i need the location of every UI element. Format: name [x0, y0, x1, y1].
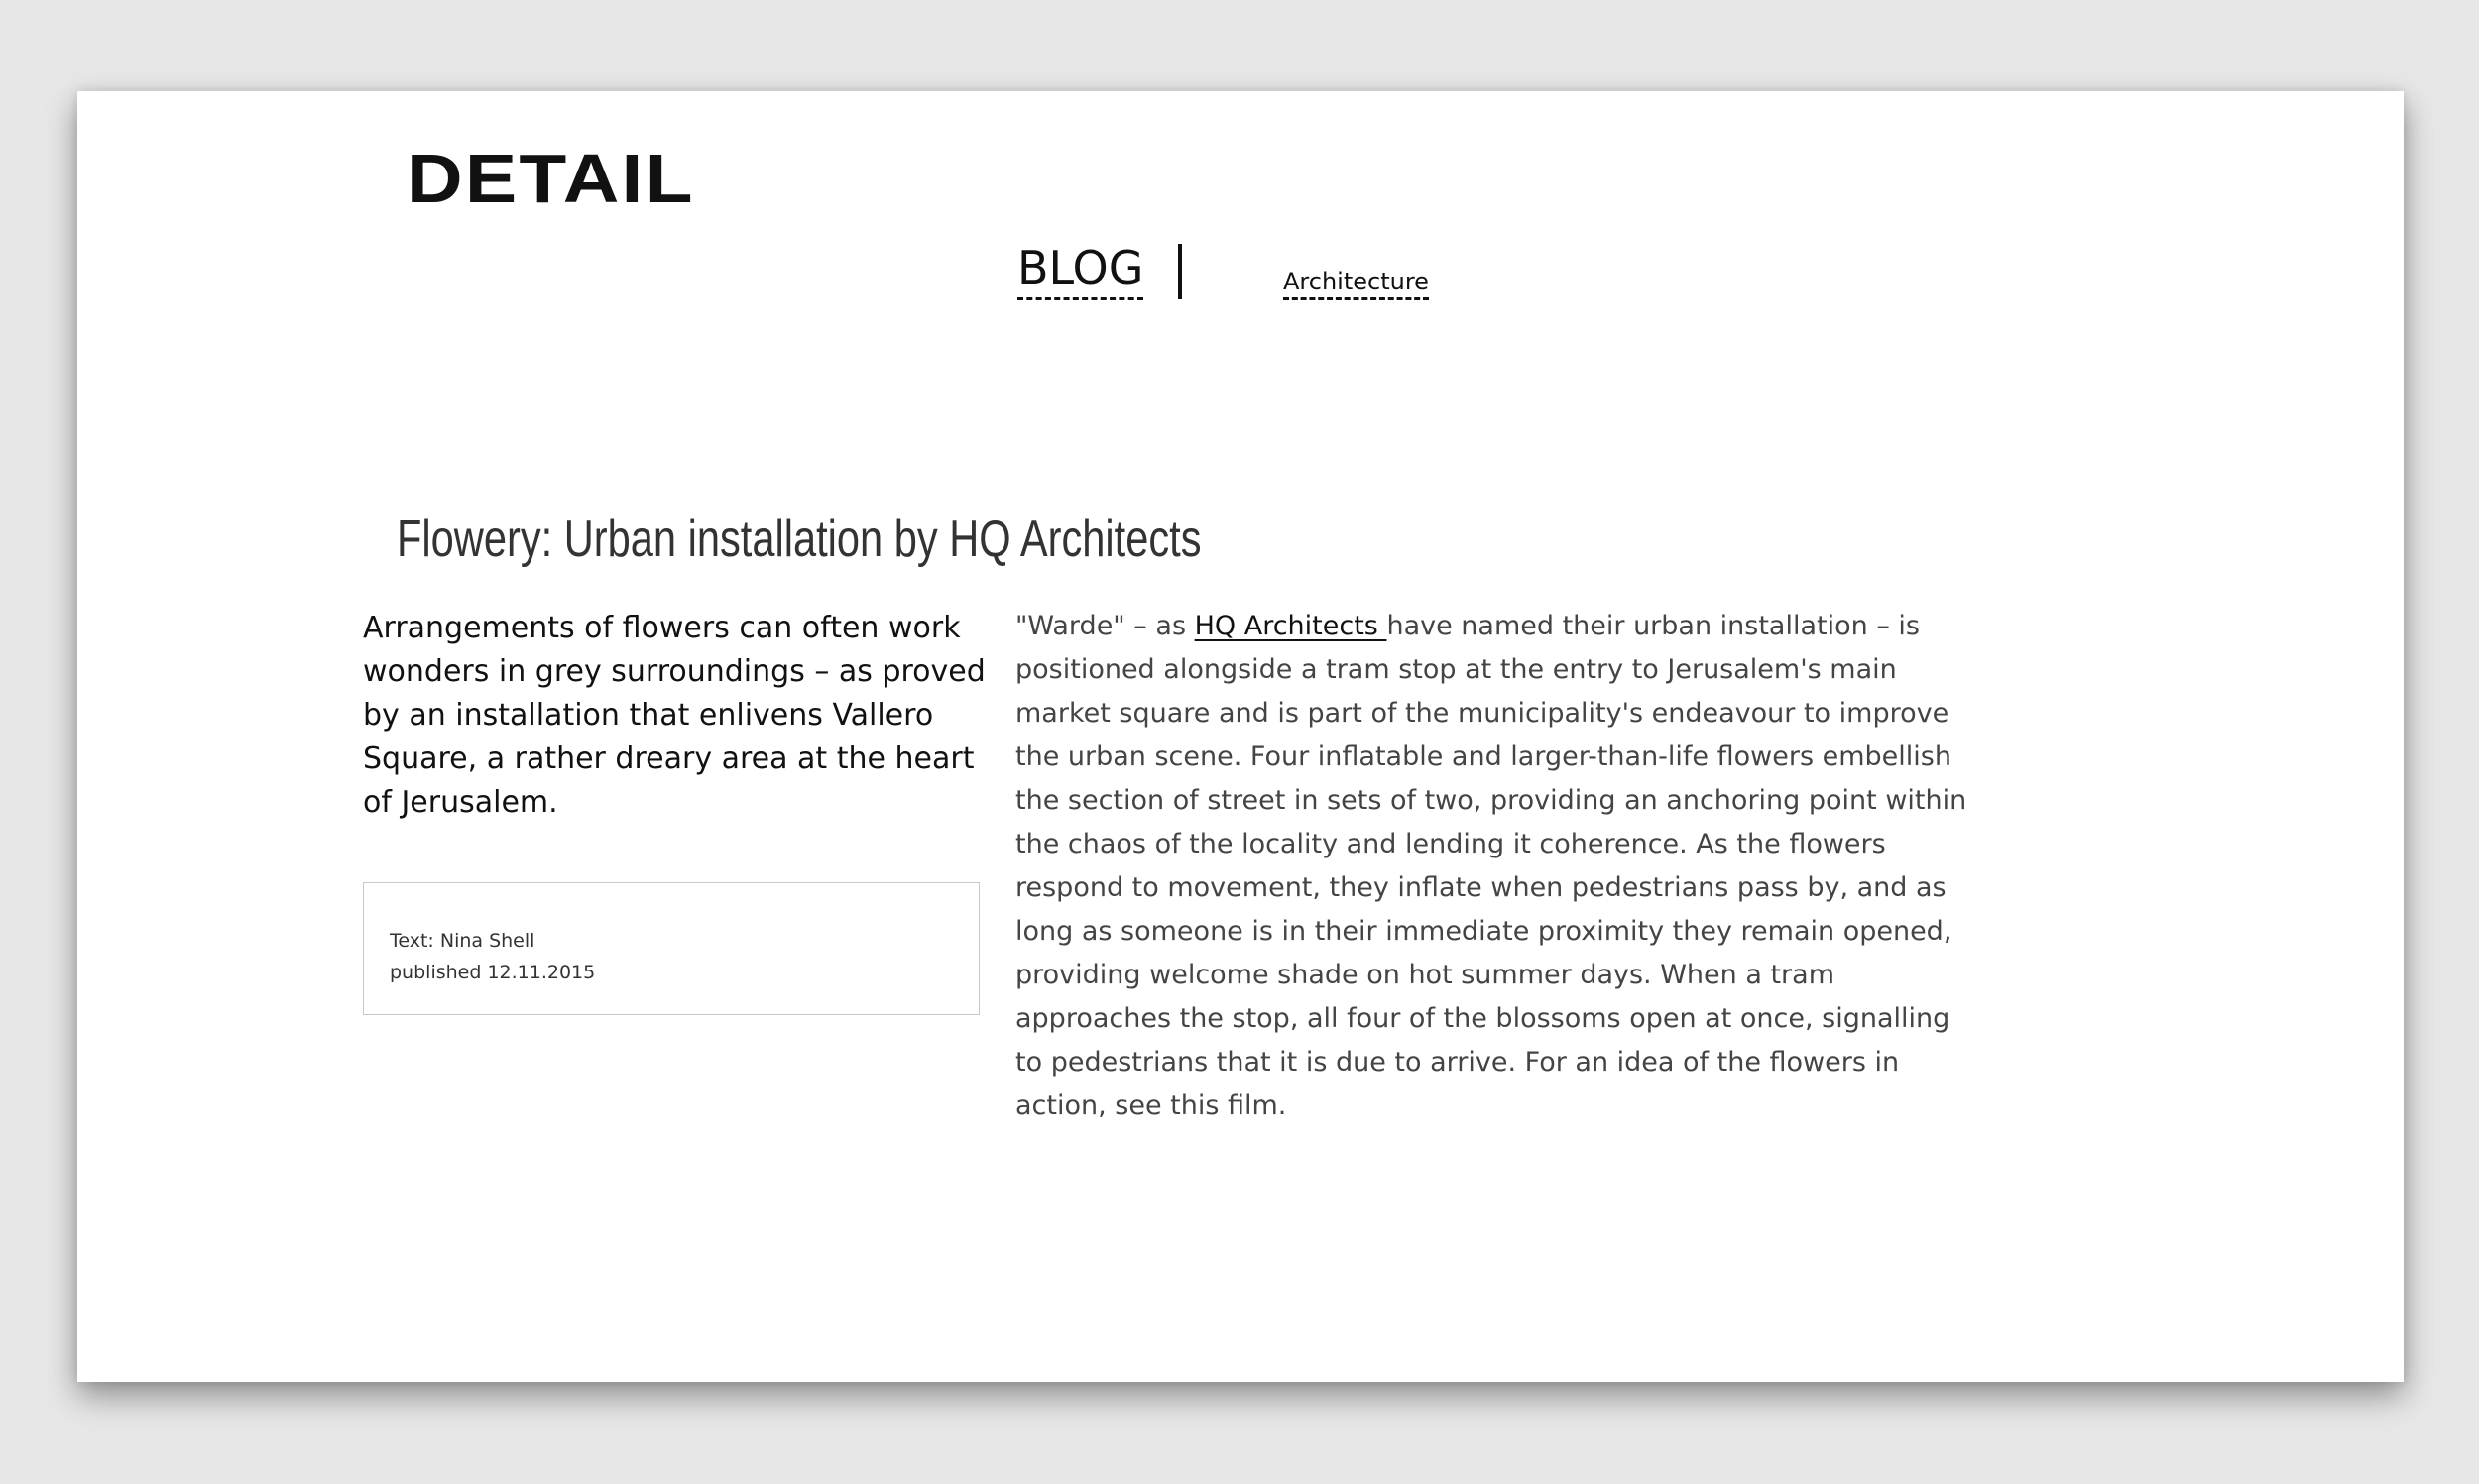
- byline-author: Text: Nina Shell: [390, 930, 535, 952]
- body-intro: "Warde" – as: [1015, 611, 1195, 641]
- page-content: [77, 91, 2404, 1382]
- nav-divider: [1178, 244, 1182, 299]
- category-link-architecture[interactable]: Architecture: [1283, 267, 1429, 300]
- hq-architects-link[interactable]: HQ Architects: [1194, 611, 1387, 641]
- byline-box: [363, 882, 980, 1015]
- site-logo[interactable]: DETAIL: [407, 140, 695, 217]
- article-title: Flowery: Urban installation by HQ Architects: [397, 511, 1202, 568]
- blog-link[interactable]: BLOG: [1017, 240, 1143, 300]
- article-lead: Arrangements of flowers can often work wonders in grey surroundings – as proved by an installation that enlivens Vallero Square, a rather dreary area at the heart of Jerusalem.: [363, 611, 986, 820]
- byline-published-date: published 12.11.2015: [390, 962, 596, 983]
- article-body: [1015, 605, 1972, 1128]
- body-text-rest: have named their urban installation – is positioned alongside a tram stop at the entry to Jerusalem's main market square and is part of the municipality's endeavour to improve the urban scene. Four inflatable and larger-than-life flowers embellish the section of street in sets of two, providing an anchoring point within the chaos of the locality and lending it coherence. As the flowers respond to movement, they inflate when pedestrians pass by, and as long as someone is in their immediate proximity they remain opened, providing welcome shade on hot summer days. When a tram approaches the stop, all four of the blossoms open at once, signalling to pedestrians that it is due to arrive. For an idea of the flowers in action, see this film.: [1015, 611, 1967, 1121]
